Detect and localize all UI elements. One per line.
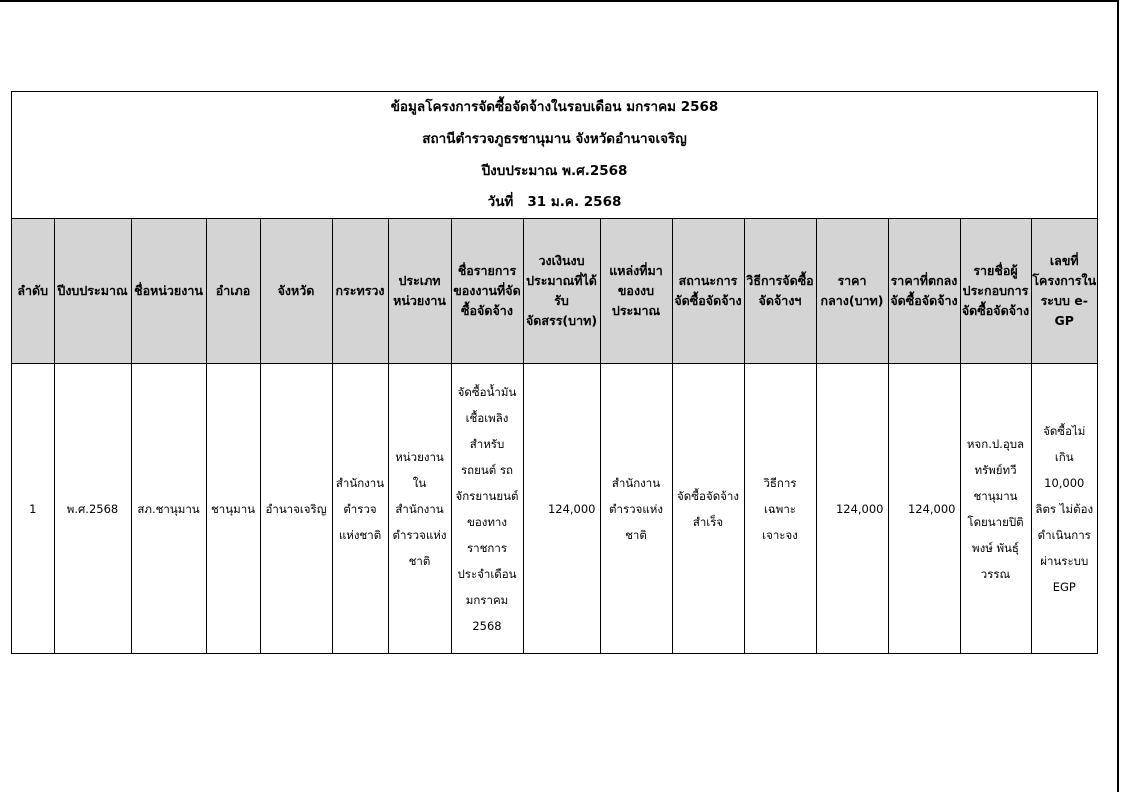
ministry-text: สำนักงานตำรวจแห่งชาติ xyxy=(335,475,385,542)
col-header-method: วิธีการจัดซื้อจัดจ้างฯ xyxy=(744,219,816,364)
col-header-agency-type: ประเภทหน่วยงาน xyxy=(388,219,451,364)
cell-province: อำนาจเจริญ xyxy=(260,364,332,654)
cell-agreed-price: 124,000 xyxy=(888,364,960,654)
station-name: สถานีตำรวจภูธรชานุมาน จังหวัดอำนาจเจริญ xyxy=(422,130,687,147)
agency-type-text: หน่วยงานในสำนักงานตำรวจแห่งชาติ xyxy=(392,449,447,568)
report-date: วันที่ 31 ม.ค. 2568 xyxy=(487,194,622,211)
table-header-row xyxy=(12,219,1097,364)
cell-seq: 1 xyxy=(12,364,54,654)
cell-fiscal-year: พ.ศ.2568 xyxy=(54,364,131,654)
col-header-ministry: กระทรวง xyxy=(332,219,388,364)
cell-egp-number xyxy=(1031,364,1097,654)
cell-district: ชานุมาน xyxy=(206,364,260,654)
col-header-province: จังหวัด xyxy=(260,219,332,364)
col-header-vendor: รายชื่อผู้ประกอบการจัดซื้อจัดจ้าง xyxy=(960,219,1031,364)
col-header-budget-source: แหล่งที่มาของงบประมาณ xyxy=(600,219,672,364)
cell-method xyxy=(744,364,816,654)
table-row xyxy=(12,364,1097,654)
status-text: จัดซื้อจัดจ้างสำเร็จ xyxy=(677,488,739,529)
report-title: ข้อมูลโครงการจัดซื้อจัดจ้างในรอบเดือน มกราคม 2568 xyxy=(390,99,719,115)
fiscal-year-heading: ปีงบประมาณ พ.ศ.2568 xyxy=(481,162,628,179)
cell-budget: 124,000 xyxy=(523,364,600,654)
col-header-item-name: ชื่อรายการของงานที่จัดซื้อจัดจ้าง xyxy=(451,219,523,364)
cell-status xyxy=(672,364,744,654)
procurement-sheet xyxy=(11,91,1098,654)
col-header-status: สถานะการจัดซื้อจัดจ้าง xyxy=(672,219,744,364)
cell-ministry xyxy=(332,364,388,654)
col-header-district: อำเภอ xyxy=(206,219,260,364)
col-header-median-price: ราคากลาง(บาท) xyxy=(816,219,888,364)
col-header-seq: ลำดับ xyxy=(12,219,54,364)
procurement-table xyxy=(12,219,1097,653)
report-title-block xyxy=(12,92,1097,219)
cell-agency: สภ.ชานุมาน xyxy=(131,364,206,654)
vendor-text: หจก.ป.อุบลทรัพย์ทวีชานุมาน โดยนายปิติพงษ์ พันธุ์วรรณ xyxy=(966,436,1025,581)
cell-agency-type xyxy=(388,364,451,654)
col-header-agreed-price: ราคาที่ตกลงจัดซื้อจัดจ้าง xyxy=(888,219,960,364)
egp-number-text: จัดซื้อไม่เกิน 10,000 ลิตร ไม่ต้องดำเนินการผ่านระบบ EGP xyxy=(1035,423,1094,594)
item-name-text: จัดซื้อน้ำมันเชื้อเพลิงสำหรับรถยนต์ รถจักรยานยนต์ของทางราชการ ประจำเดือนมกราคม 2568 xyxy=(455,384,519,633)
method-text: วิธีการเฉพาะเจาะจง xyxy=(762,475,798,542)
col-header-fiscal-year: ปีงบประมาณ xyxy=(54,219,131,364)
budget-source-text: สำนักงานตำรวจแห่งชาติ xyxy=(609,475,663,542)
col-header-budget: วงเงินงบประมาณที่ได้รับจัดสรร(บาท) xyxy=(523,219,600,364)
cell-budget-source xyxy=(600,364,672,654)
cell-median-price: 124,000 xyxy=(816,364,888,654)
col-header-egp-number: เลขที่โครงการในระบบ e-GP xyxy=(1031,219,1097,364)
cell-item-name xyxy=(451,364,523,654)
cell-vendor xyxy=(960,364,1031,654)
col-header-agency: ชื่อหน่วยงาน xyxy=(131,219,206,364)
